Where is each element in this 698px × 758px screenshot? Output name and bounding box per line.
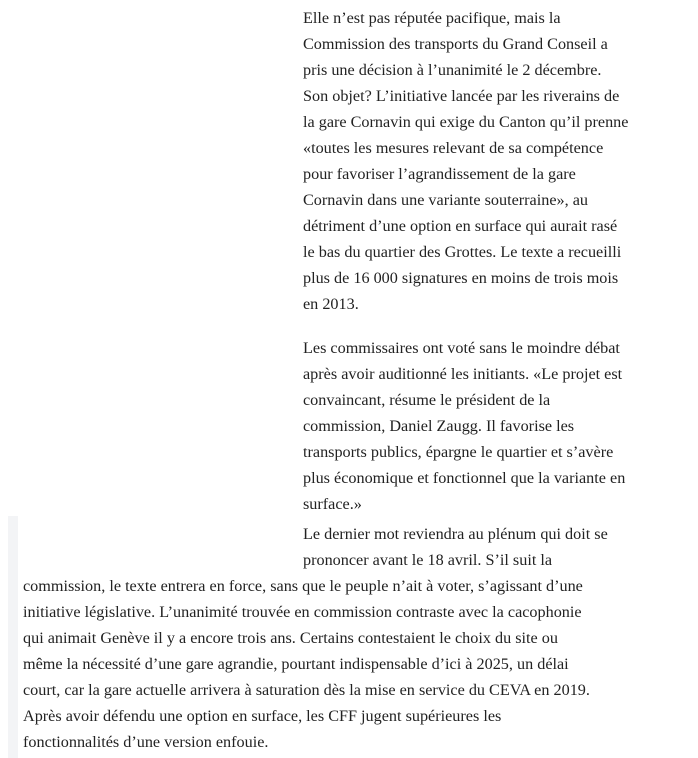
text-line: qui animait Genève il y a encore trois ans. Certains contestaient le choix du site ou <box>23 629 558 647</box>
text-line: le bas du quartier des Grottes. Le texte a recueilli <box>303 243 622 261</box>
text-line: Cornavin dans une variante souterraine», au <box>303 191 588 209</box>
text-line: pris une décision à l’unanimité le 2 décembre. <box>303 61 602 79</box>
text-line: pour favoriser l’agrandissement de la gare <box>303 165 576 183</box>
text-line: Son objet? L’initiative lancée par les riverains de <box>303 87 620 105</box>
text-line: commission, le texte entrera en force, sans que le peuple n’ait à voter, s’agissant d’une <box>23 577 583 595</box>
text-line: Elle n’est pas réputée pacifique, mais la <box>303 9 561 27</box>
text-line: détriment d’une option en surface qui aurait rasé <box>303 217 618 235</box>
text-line: Après avoir défendu une option en surface, les CFF jugent supérieures les <box>23 707 502 725</box>
text-line: transports publics, épargne le quartier et s’avère <box>303 443 614 461</box>
text-line: «toutes les mesures relevant de sa compétence <box>303 139 604 157</box>
text-line: initiative législative. L’unanimité trouvée en commission contraste avec la cacophonie <box>23 603 582 621</box>
text-line: court, car la gare actuelle arrivera à saturation dès la mise en service du CEVA en 2019. <box>23 681 590 699</box>
text-line: fonctionnalités d’une version enfouie. <box>23 733 269 751</box>
text-line: surface.» <box>303 495 362 513</box>
text-line: Les commissaires ont voté sans le moindre débat <box>303 339 620 357</box>
text-line: plus économique et fonctionnel que la variante en <box>303 469 626 487</box>
text-line: plus de 16 000 signatures en moins de trois mois <box>303 269 619 287</box>
text-line: même la nécessité d’une gare agrandie, pourtant indispensable d’ici à 2025, un délai <box>23 655 569 673</box>
text-line: commission, Daniel Zaugg. Il favorise les <box>303 417 575 435</box>
text-line: prononcer avant le 18 avril. S’il suit la <box>303 551 553 569</box>
text-line: la gare Cornavin qui exige du Canton qu’il prenne <box>303 113 629 131</box>
left-margin-bar <box>8 516 18 758</box>
text-line: Le dernier mot reviendra au plénum qui doit se <box>303 525 608 543</box>
text-line: Commission des transports du Grand Conseil a <box>303 35 608 53</box>
text-line: convaincant, résume le président de la <box>303 391 551 409</box>
text-line: après avoir auditionné les initiants. «Le projet est <box>303 365 623 383</box>
text-line: en 2013. <box>303 295 359 313</box>
